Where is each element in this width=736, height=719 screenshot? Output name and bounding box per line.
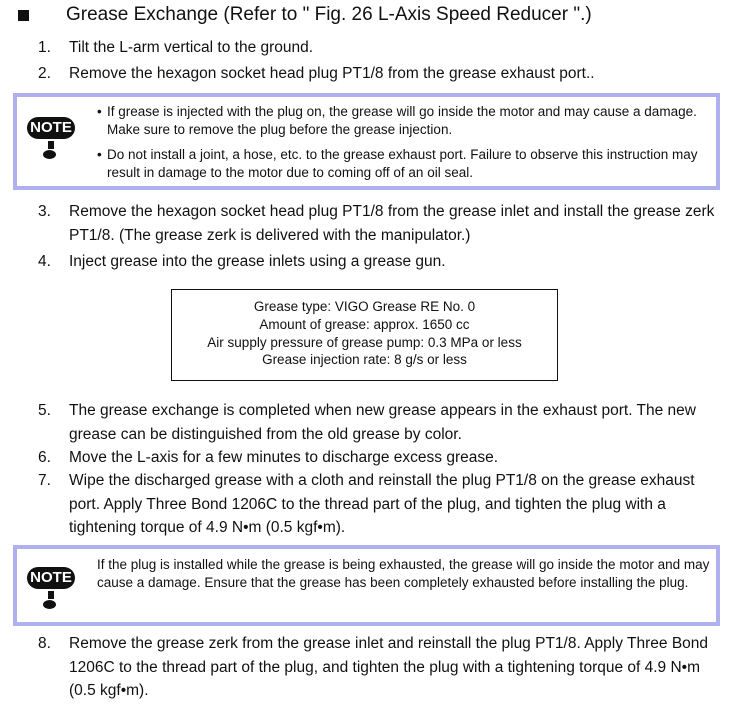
note-dot-icon [43,150,56,159]
note-stem-icon [48,141,54,149]
bullet-dot: • [97,147,102,162]
note-item-text: Do not install a joint, a hose, etc. to the grease exhaust port. Failure to observe this instruction may result in damage to the motor due to coming off of an oil seal. [107,147,698,180]
step-number: 7. [38,472,51,489]
step-number: 1. [38,39,51,56]
spec-line: Grease injection rate: 8 g/s or less [262,352,467,368]
step-text: Move the L-axis for a few minutes to discharge excess grease. [69,449,499,466]
step-text: Inject grease into the grease inlets using a grease gun. [69,253,446,270]
note-badge [27,117,75,139]
step-number: 3. [38,203,51,220]
step-number: 8. [38,635,51,652]
step-text: Wipe the discharged grease with a cloth and reinstall the plug PT1/8 on the grease exhaust port. Apply Three Bond 1206C to the thread part of the plug, and tighten the plug with a tightening torque of 4.9 N•m (0.5 kgf•m). [69,472,695,536]
step-text: The grease exchange is completed when new grease appears in the exhaust port. The new grease can be distinguished from the old grease by color. [69,402,696,443]
step-text: Remove the hexagon socket head plug PT1/8 from the grease exhaust port.. [69,65,595,82]
note-item-text: If grease is injected with the plug on, the grease will go inside the motor and may cause a damage. Make sure to remove the plug before the grease injection. [107,104,697,137]
note-box-1 [13,93,720,190]
bullet-dot: • [97,104,102,119]
step-text: Tilt the L-arm vertical to the ground. [69,39,314,56]
step-number: 4. [38,253,51,270]
square-bullet-icon [18,10,29,21]
step-number: 6. [38,449,51,466]
spec-line: Amount of grease: approx. 1650 cc [259,316,470,332]
section-title: Grease Exchange (Refer to " Fig. 26 L-Axis Speed Reducer ".) [66,4,592,25]
grease-spec-box [171,289,558,381]
step-text: Remove the hexagon socket head plug PT1/8 from the grease inlet and install the grease zerk PT1/8. (The grease zerk is delivered with the manipulator.) [69,203,715,244]
spec-line: Air supply pressure of grease pump: 0.3 MPa or less [207,334,522,350]
note-dot-icon [43,600,56,609]
note-label: NOTE [27,117,75,139]
note-box-2 [13,545,720,626]
step-number: 5. [38,402,51,419]
note-label: NOTE [27,567,75,589]
step-text: Remove the grease zerk from the grease inlet and reinstall the plug PT1/8. Apply Three Bond 1206C to the thread part of the plug, and tighten the plug with a tightening torque of 4.9 N•m (0.5 kgf•m). [69,635,709,699]
note-badge [27,567,75,589]
note-stem-icon [48,591,54,599]
step-number: 2. [38,65,51,82]
spec-line: Grease type: VIGO Grease RE No. 0 [253,299,476,314]
note-body: If the plug is installed while the grease is being exhausted, the grease will go inside the motor and may cause a damage. Ensure that the grease has been completely exhausted before installing the plug. [97,557,710,590]
